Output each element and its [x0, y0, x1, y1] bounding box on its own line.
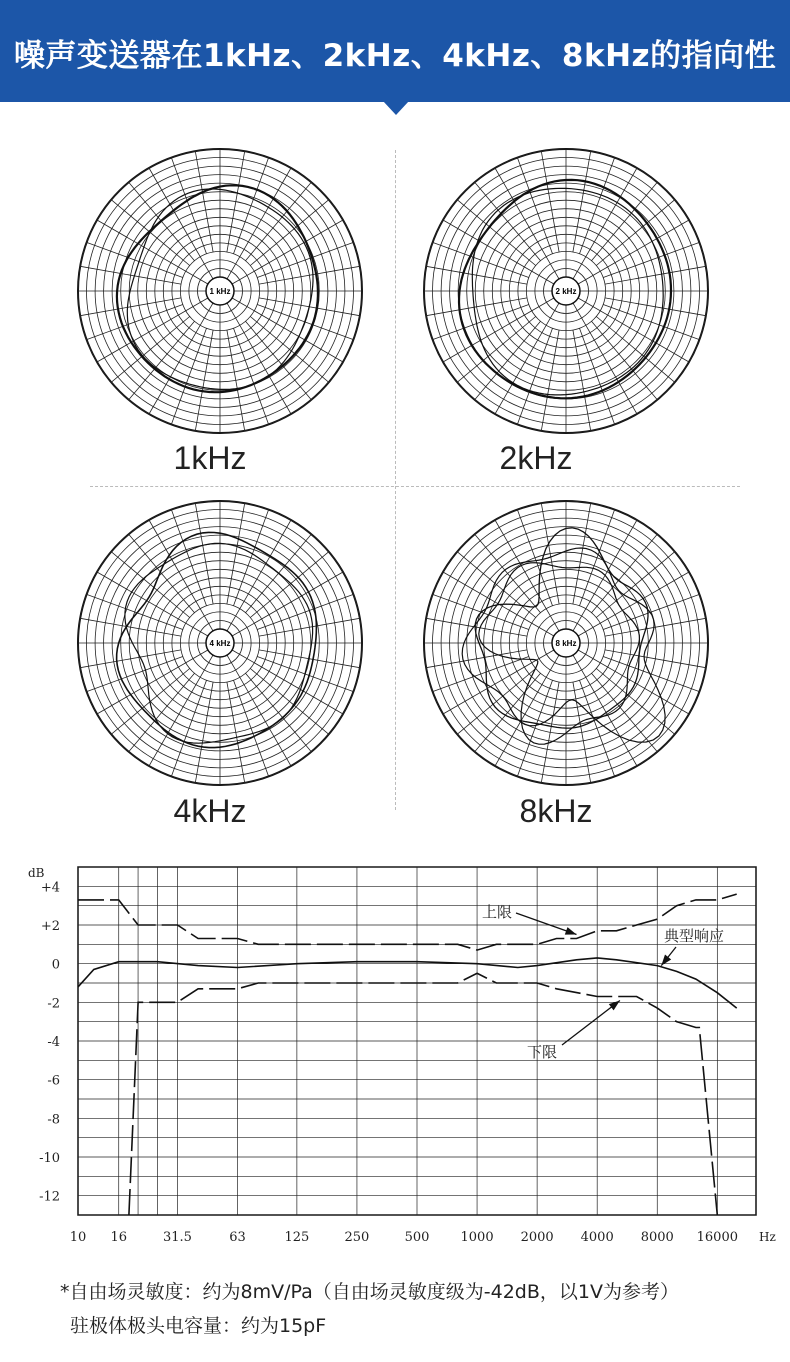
x-tick-label: 4000 — [580, 1230, 614, 1245]
y-tick-label: +4 — [40, 880, 60, 896]
y-axis-label: dB — [28, 866, 45, 880]
polar-caption-8khz: 8kHz — [519, 793, 593, 829]
page-title: 噪声变送器在1kHz、2kHz、4kHz、8kHz的指向性 — [13, 38, 777, 74]
x-tick-label: 2000 — [520, 1230, 554, 1245]
frequency-response-chart — [0, 855, 790, 1255]
y-tick-label: -12 — [39, 1189, 60, 1205]
polar-plot-4khz — [72, 495, 368, 791]
y-tick-label: -8 — [47, 1112, 60, 1128]
title-banner — [0, 0, 790, 102]
x-tick-label: 10 — [69, 1230, 87, 1245]
footnote-sensitivity: *自由场灵敏度：约为8mV/Pa（自由场灵敏度级为-42dB，以1V为参考） — [60, 1281, 679, 1303]
polar-caption-1khz: 1kHz — [173, 440, 247, 476]
polar-caption-4khz: 4kHz — [173, 793, 247, 829]
x-tick-label: 250 — [344, 1230, 370, 1245]
x-axis-unit: Hz — [759, 1230, 776, 1244]
x-tick-label: 500 — [404, 1230, 430, 1245]
center-label: 2 kHz — [555, 287, 577, 296]
horizontal-divider — [90, 486, 740, 487]
center-label: 4 kHz — [209, 639, 231, 648]
polar-plot-2khz — [418, 143, 714, 439]
polar-plot-1khz — [72, 143, 368, 439]
center-label: 1 kHz — [209, 287, 231, 296]
x-tick-label: 125 — [284, 1230, 310, 1245]
y-tick-label: -4 — [47, 1035, 60, 1050]
banner-pointer — [383, 101, 409, 115]
polar-caption-2khz: 2kHz — [499, 440, 573, 476]
y-tick-label: -6 — [47, 1073, 60, 1089]
annotation-upper-limit: 上限 — [482, 903, 513, 921]
annotation-lower-limit: 下限 — [527, 1043, 558, 1061]
x-tick-label: 16000 — [696, 1230, 739, 1245]
center-label: 8 kHz — [555, 639, 577, 648]
x-tick-label: 31.5 — [162, 1230, 192, 1245]
x-tick-label: 1000 — [460, 1230, 494, 1245]
y-tick-label: +2 — [40, 919, 60, 934]
x-tick-label: 63 — [229, 1230, 246, 1245]
y-tick-label: 0 — [51, 957, 60, 973]
footnote-capacitance: 驻极体极头电容量：约为15pF — [70, 1315, 327, 1337]
annotation-typical-response: 典型响应 — [664, 927, 725, 945]
x-tick-label: 8000 — [640, 1230, 674, 1245]
y-tick-label: -2 — [47, 996, 60, 1012]
polar-plot-8khz — [418, 495, 714, 791]
vertical-divider — [395, 150, 396, 810]
chart-grid — [78, 867, 756, 1215]
x-tick-label: 16 — [110, 1230, 128, 1245]
y-tick-label: -10 — [39, 1151, 60, 1166]
